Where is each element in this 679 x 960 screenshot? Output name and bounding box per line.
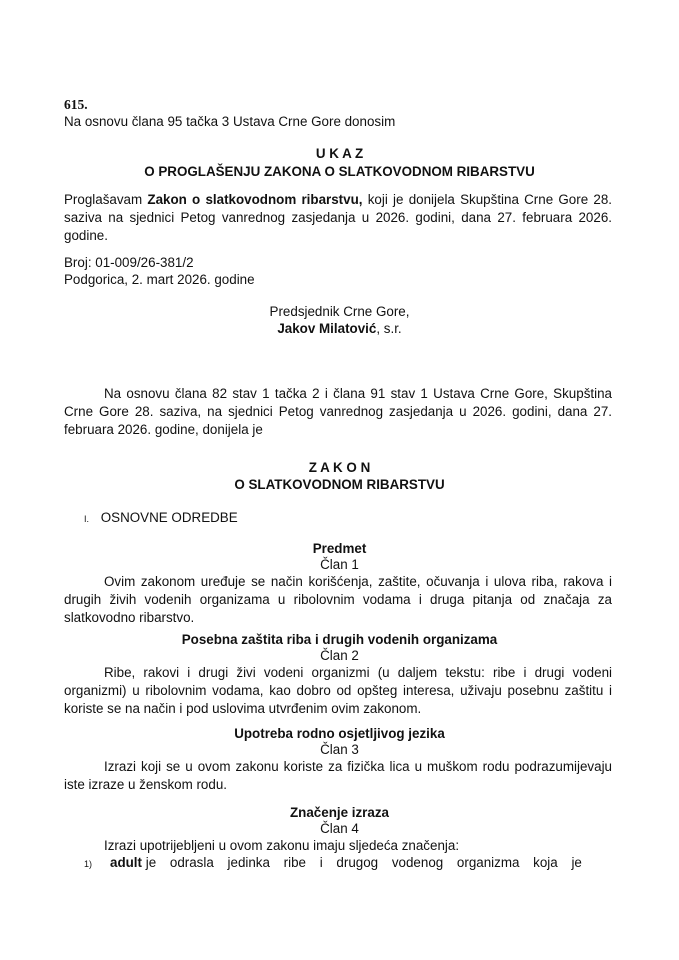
signatory-suffix: , s.r. bbox=[376, 321, 402, 336]
article-1-heading: Predmet bbox=[312, 541, 367, 556]
ukaz-subtitle: O PROGLAŠENJU ZAKONA O SLATKOVODNOM RIBARSTVU bbox=[144, 164, 535, 179]
zakon-preamble: Na osnovu člana 82 stav 1 tačka 2 i člana 91 stav 1 Ustava Crne Gore, Skupština Crne Gore 28. saziva, na sjednici Petog vanrednog zasjedanja u 2026. godini, dana 27. februara 2026. godine, donijela je bbox=[64, 386, 612, 437]
ukaz-place-date: Podgorica, 2. mart 2026. godine bbox=[64, 272, 255, 287]
article-4-heading: Značenje izraza bbox=[290, 805, 389, 820]
article-1-label: Član 1 bbox=[320, 557, 359, 572]
chapter-title: OSNOVNE ODREDBE bbox=[100, 510, 238, 525]
definition-1-number: 1) bbox=[84, 859, 93, 869]
gazette-number: 615. bbox=[64, 97, 88, 112]
article-4-text: Izrazi upotrijebljeni u ovom zakonu imaju sljedeća značenja: bbox=[104, 838, 460, 853]
ukaz-body-rest: koji je donijela Skupština Crne Gore 28. saziva na sjednici Petog vanrednog zasjedanja u 2026. godini, dana 27. februara 2026. godine. bbox=[64, 192, 613, 243]
article-2-heading: Posebna zaštita riba i drugih vodenih organizama bbox=[181, 632, 498, 647]
article-1-text: Ovim zakonom uređuje se način korišćenja, zaštite, očuvanja i ulova riba, rakova i drugih živih vodenih organizama u ribolovnim vodama i druga pitanja od značaja za slatkovodno ribarstvo. bbox=[64, 574, 612, 625]
signatory-title: Predsjednik Crne Gore, bbox=[269, 304, 410, 319]
ukaz-law-name: Zakon o slatkovodnom ribarstvu, bbox=[147, 192, 363, 207]
signatory bbox=[0, 320, 679, 338]
chapter-heading bbox=[84, 509, 238, 528]
ukaz-intro: Na osnovu člana 95 tačka 3 Ustava Crne Gore donosim bbox=[64, 114, 396, 129]
article-4-label: Član 4 bbox=[320, 821, 359, 836]
ukaz-title: U K A Z bbox=[315, 146, 364, 161]
zakon-subtitle: O SLATKOVODNOM RIBARSTVU bbox=[234, 477, 445, 492]
definition-1-term: adult bbox=[110, 855, 142, 870]
article-3-text: Izrazi koji se u ovom zakonu koriste za fizička lica u muškom rodu podrazumijevaju iste izraze u ženskom rodu. bbox=[64, 759, 612, 792]
article-3-label: Član 3 bbox=[320, 742, 359, 757]
ukaz-body-prefix: Proglašavam bbox=[64, 192, 148, 207]
article-2-text: Ribe, rakovi i drugi živi vodeni organizmi (u daljem tekstu: ribe i drugi vodeni organizmi) u ribolovnim vodama, kao dobro od opšteg interesa, uživaju posebnu zaštitu i koriste se na način i pod uslovima utvrđenim ovim zakonom. bbox=[64, 665, 612, 716]
chapter-number: I. bbox=[84, 514, 90, 524]
ukaz-body bbox=[64, 191, 612, 245]
definition-1 bbox=[64, 854, 612, 873]
definition-1-text: je odrasla jedinka ribe i drugog vodenog organizma koja je bbox=[145, 855, 582, 870]
zakon-title: Z A K O N bbox=[308, 460, 371, 475]
signatory-name: Jakov Milatović bbox=[277, 321, 377, 336]
article-2-label: Član 2 bbox=[320, 648, 359, 663]
article-3-heading: Upotreba rodno osjetljivog jezika bbox=[234, 726, 445, 741]
ukaz-broj: Broj: 01-009/26-381/2 bbox=[64, 255, 194, 270]
